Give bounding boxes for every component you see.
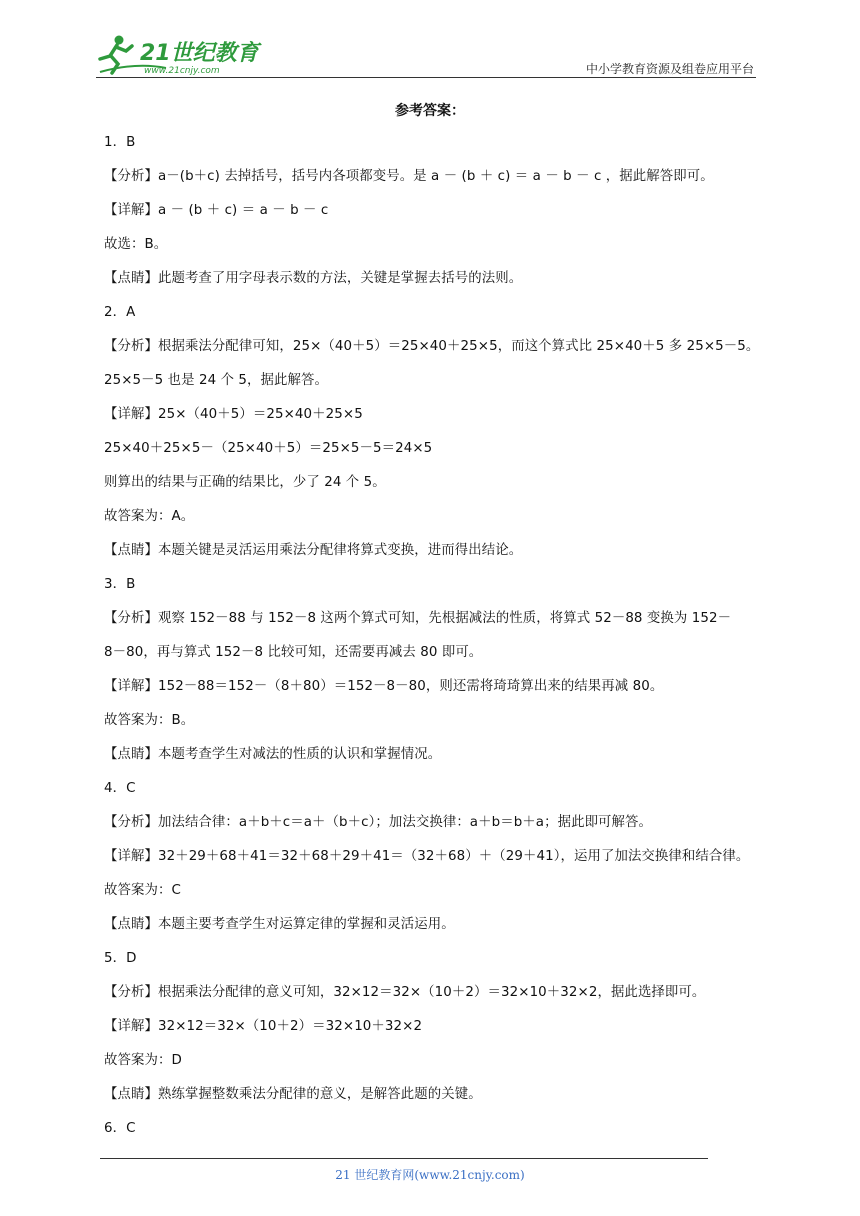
svg-text:www.21cnjy.com: www.21cnjy.com (144, 66, 220, 76)
answer-line: 【详解】32＋29＋68＋41＝32＋68＋29＋41＝（32＋68）＋（29＋41），运用了加法交换律和结合律。 (104, 849, 750, 864)
answer-line: 故选：B。 (104, 237, 168, 252)
page-title: 参考答案： (395, 103, 465, 119)
answer-line: 故答案为：D (104, 1053, 182, 1068)
answer-line: 【分析】根据乘法分配律的意义可知，32×12＝32×（10＋2）＝32×10＋32×2，据此选择即可。 (104, 985, 706, 1000)
svg-text:21世纪教育: 21世纪教育 (140, 41, 259, 66)
answer-line: 1．B (104, 135, 136, 150)
answer-line: 【详解】25×（40＋5）＝25×40＋25×5 (104, 407, 363, 422)
footer-site-link[interactable]: 21 世纪教育网(www.21cnjy.com) (335, 1168, 525, 1182)
answer-line: 【分析】根据乘法分配律可知，25×（40＋5）＝25×40＋25×5，而这个算式比 25×40＋5 多 25×5－5。 (104, 339, 760, 354)
site-logo (96, 32, 266, 76)
answer-line: 【详解】152－88＝152－（8＋80）＝152－8－80，则还需将琦琦算出来的结果再减 80。 (104, 679, 664, 694)
answer-line: 故答案为：A。 (104, 509, 195, 524)
answer-line: 【分析】a－(b＋c) 去掉括号，括号内各项都变号。是 a － (b ＋ c) ＝ a － b － c ，据此解答即可。 (104, 169, 714, 184)
answer-line: 【点睛】本题主要考查学生对运算定律的掌握和灵活运用。 (104, 917, 455, 932)
answer-line: 【分析】观察 152－88 与 152－8 这两个算式可知，先根据减法的性质，将算式 52－88 变换为 152－ (104, 611, 732, 626)
answer-line: 6．C (104, 1121, 136, 1136)
answer-line: 25×5－5 也是 24 个 5，据此解答。 (104, 373, 328, 388)
answer-line: 4．C (104, 781, 136, 796)
answer-line: 故答案为：B。 (104, 713, 195, 728)
answer-line: 2．A (104, 305, 136, 320)
answer-line: 【详解】a － (b ＋ c) ＝ a － b － c (104, 203, 329, 218)
answer-line: 【点睛】熟练掌握整数乘法分配律的意义，是解答此题的关键。 (104, 1087, 482, 1102)
answer-line: 【点睛】此题考查了用字母表示数的方法，关键是掌握去括号的法则。 (104, 271, 523, 286)
page-header (96, 28, 756, 80)
answer-line: 故答案为：C (104, 883, 181, 898)
answer-line: 【点睛】本题关键是灵活运用乘法分配律将算式变换，进而得出结论。 (104, 543, 523, 558)
header-divider (96, 77, 756, 78)
footer-divider (100, 1158, 708, 1159)
answer-line: 则算出的结果与正确的结果比，少了 24 个 5。 (104, 475, 386, 490)
answer-line: 【点睛】本题考查学生对减法的性质的认识和掌握情况。 (104, 747, 442, 762)
answer-line: 8－80，再与算式 152－8 比较可知，还需要再减去 80 即可。 (104, 645, 483, 660)
answer-line: 【详解】32×12＝32×（10＋2）＝32×10＋32×2 (104, 1019, 423, 1034)
answer-line: 5．D (104, 951, 137, 966)
answer-content (104, 126, 764, 1146)
answer-line: 3．B (104, 577, 136, 592)
header-platform-text: 中小学教育资源及组卷应用平台 (585, 62, 754, 76)
answer-line: 【分析】加法结合律：a＋b＋c＝a＋（b＋c）；加法交换律：a＋b＝b＋a；据此即可解答。 (104, 815, 653, 830)
answer-line: 25×40＋25×5－（25×40＋5）＝25×5－5＝24×5 (104, 441, 433, 456)
